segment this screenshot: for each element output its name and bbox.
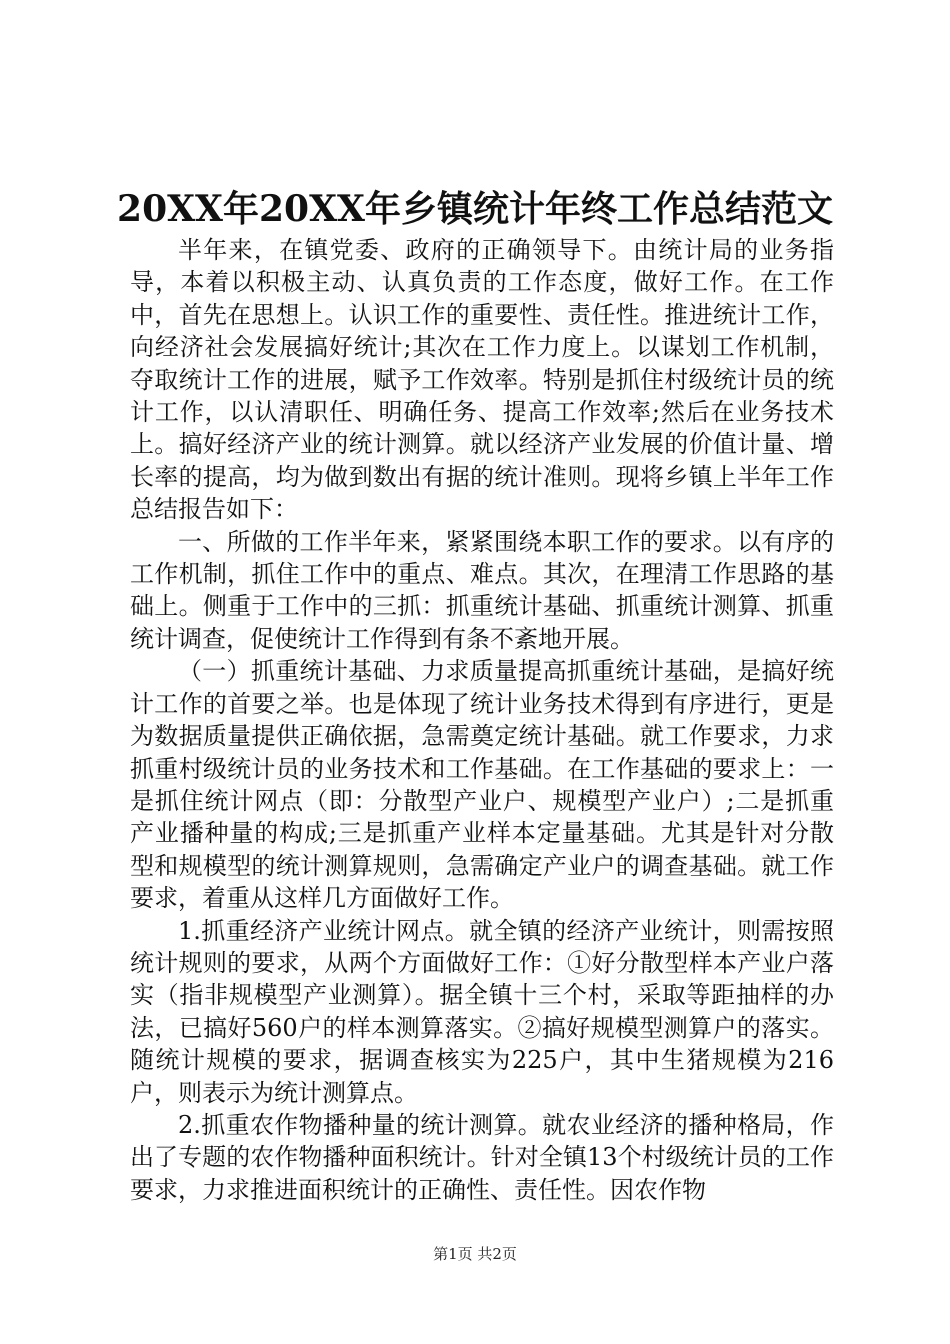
paragraph-section-one: 一、所做的工作半年来，紧紧围绕本职工作的要求。以有序的工作机制，抓住工作中的重点、难点。其次，在理清工作思路的基础上。侧重于工作中的三抓：抓重统计基础、抓重统计测算、抓重统计调查，促使统计工作得到有条不紊地开展。 — [130, 527, 834, 653]
document-body — [130, 234, 834, 1206]
document-title: 20XX年20XX年乡镇统计年终工作总结范文 — [117, 188, 833, 230]
paragraph-intro: 半年来，在镇党委、政府的正确领导下。由统计局的业务指导，本着以积极主动、认真负责的工作态度，做好工作。在工作中，首先在思想上。认识工作的重要性、责任性。推进统计工作，向经济社会发展搞好统计;其次在工作力度上。以谋划工作机制，夺取统计工作的进展，赋予工作效率。特别是抓住村级统计员的统计工作，以认清职任、明确任务、提高工作效率;然后在业务技术上。搞好经济产业的统计测算。就以经济产业发展的价值计量、增长率的提高，均为做到数出有据的统计准则。现将乡镇上半年工作总结报告如下： — [130, 236, 834, 524]
page-footer: 第1页 共2页 — [433, 1245, 517, 1263]
paragraph-subsection-one: （一）抓重统计基础、力求质量提高抓重统计基础，是搞好统计工作的首要之举。也是体现了统计业务技术得到有序进行，更是为数据质量提供正确依据，急需奠定统计基础。就工作要求，力求抓重村级统计员的业务技术和工作基础。在工作基础的要求上：一是抓住统计网点（即：分散型产业户、规模型产业户）;二是抓重产业播种量的构成;三是抓重产业样本定量基础。尤其是针对分散型和规模型的统计测算规则，急需确定产业户的调查基础。就工作要求，着重从这样几方面做好工作。 — [130, 657, 834, 913]
paragraph-item-one: 1.抓重经济产业统计网点。就全镇的经济产业统计，则需按照统计规则的要求，从两个方面做好工作：①好分散型样本产业户落实（指非规模型产业测算）。据全镇十三个村，采取等距抽样的办法，已搞好560户的样本测算落实。②搞好规模型测算户的落实。随统计规模的要求，据调查核实为225户，其中生猪规模为216户，则表示为统计测算点。 — [130, 916, 834, 1107]
paragraph-item-two: 2.抓重农作物播种量的统计测算。就农业经济的播种格局，作出了专题的农作物播种面积统计。针对全镇13个村级统计员的工作要求，力求推进面积统计的正确性、责任性。因农作物 — [130, 1110, 834, 1204]
